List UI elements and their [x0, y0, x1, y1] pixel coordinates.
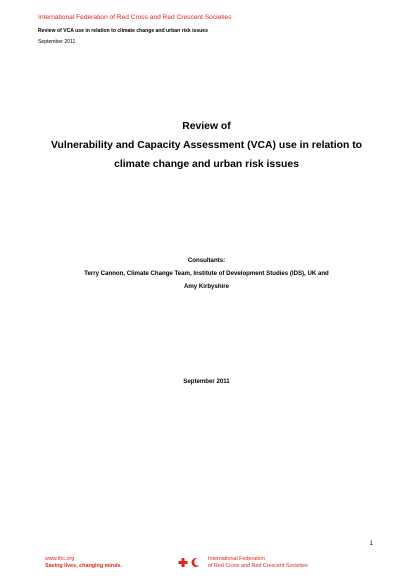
footer-organization-line-1: International Federation	[208, 556, 265, 562]
red-crescent-icon	[192, 558, 202, 567]
consultants-line-2: Amy Kirbyshire	[183, 283, 230, 290]
footer-url: www.ifrc.org	[45, 556, 75, 562]
consultants-line-1: Terry Cannon, Climate Change Team, Institute of Development Studies (IDS), UK and	[84, 270, 329, 277]
header-date: September 2011	[38, 39, 76, 45]
red-cross-icon	[179, 558, 188, 567]
page-number: 1	[369, 541, 373, 547]
title-line-2: Vulnerability and Capacity Assessment (VCA) use in relation to	[50, 140, 363, 151]
title-line-3: climate change and urban risk issues	[114, 159, 299, 170]
footer-slogan: Saving lives, changing minds.	[45, 563, 122, 569]
publication-date: September 2011	[183, 378, 230, 385]
header-organization: International Federation of Red Cross and Red Crescent Societies	[38, 14, 232, 21]
consultants-heading: Consultants:	[187, 257, 226, 264]
ifrc-emblem	[178, 557, 204, 568]
footer-organization-line-2: of Red Cross and Red Crescent Societies	[208, 563, 308, 569]
header-document-title: Review of VCA use in relation to climate change and urban risk issues	[38, 28, 208, 34]
title-line-1: Review of	[182, 121, 231, 132]
